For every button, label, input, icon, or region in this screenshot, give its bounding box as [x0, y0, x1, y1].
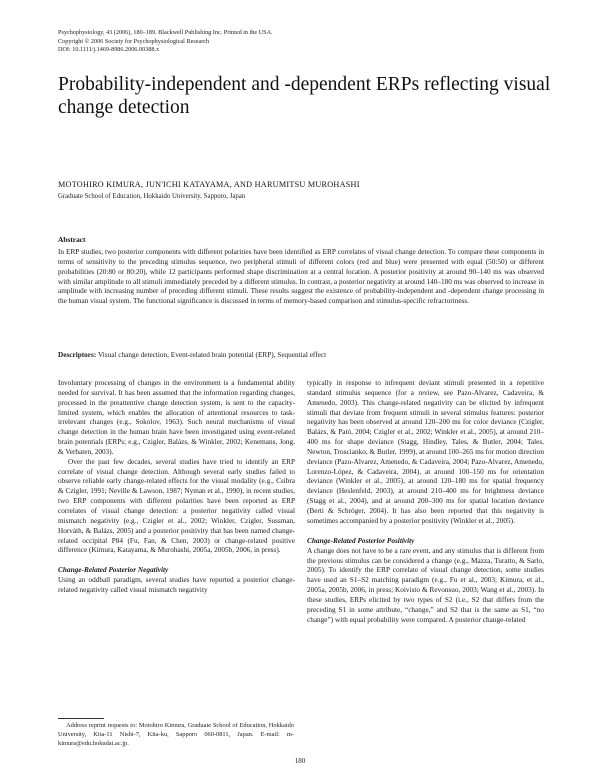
- journal-header: [58, 29, 273, 55]
- section-heading-negativity: Change-Related Posterior Negativity: [58, 565, 169, 575]
- negativity-paragraph-continued: typically in response to infrequent deviant stimuli presented in a repetitive standard stimulus sequence (for a review, see Pazo-Alvarez, Cadaveira, & Amenedo, 2003). This change-related negativity can be elicited by infrequent stimuli that deviate from frequent stimuli in several stimulus features: posterior negativity has been observed at around 120–200 ms for color deviance (Czigler, Balázs, & Pató, 2004; Czigler et al., 2002; Winkler et al., 2005), at around 210–400 ms for shape deviance (Stagg, Hindley, Tales, & Butler, 2004; Tales, Newton, Troscianko, & Butler, 1999), at around 100–265 ms for motion direction deviance (Pazo-Alvarez, Amenedo, & Cadaveira, 2004; Pazo-Alvarez, Amenedo, Lorenzo-López, & Cadaveira, 2004), at around 100–150 ms for orientation deviance (Winkler et al., 2005), at around 120–180 ms for spatial frequency deviance (Heslenfeld, 2003), at around 210–400 ms for brightness deviance (Stagg et al., 2004), and at around 200–300 ms for spatial location deviance (Berti & Schröger, 2004). It has also been reported that this negativity is sometimes accompanied by a posterior positivity (Winkler et al., 2005).: [307, 379, 544, 525]
- intro-paragraph-1: Involuntary processing of changes in the environment is a fundamental ability needed for survival. It has been assumed that the information regarding changes, processed in the preattentive change detection system, is sent to the capacity-limited system, which enables the allocation of attentional resources to task-irrelevant changes (e.g., Sokolov, 1963). Such neural mechanisms of visual change detection in the human brain have been investigated using event-related brain potentials (ERPs; e.g., Czigler, Balázs, & Winkler, 2002; Kenemans, Jong, & Verbaten, 2003).: [58, 379, 295, 456]
- author-list: MOTOHIRO KIMURA, JUN'ICHI KATAYAMA, AND HARUMITSU MUROHASHI: [58, 180, 360, 189]
- section-heading-positivity: Change-Related Posterior Positivity: [307, 535, 415, 545]
- abstract-text: In ERP studies, two posterior components with different polarities have been identified as ERP correlates of visual change detection. To compare these components in terms of sensitivity to the preceding stimulus sequence, two peripheral stimuli of different colors (red and blue) were presented with equal (50:50) or different probabilities (20:80 or 80:20), while 12 participants performed shape discrimination at a central location. A posterior positivity at around 90–140 ms was observed with similar amplitude to all stimuli immediately preceded by a different stimulus. In contrast, a posterior negativity at around 140–180 ms was observed to increase in amplitude with increasing number of preceding different stimuli. These results suggest the existence of probability-independent and -dependent change processing in the human visual system. The functional significance is discussed in terms of memory-based comparison and stimulus-specific refractoriness.: [58, 248, 544, 306]
- footnote-rule: [58, 718, 104, 719]
- descriptors-label: Descriptors:: [58, 351, 97, 359]
- right-column: [307, 379, 544, 625]
- paper-title: Probability-independent and -dependent ERPs reflecting visual change detection: [58, 74, 551, 118]
- journal-citation: Psychophysiology, 43 (2006), 180–189. Blackwell Publishing Inc. Printed in the USA.: [58, 29, 273, 36]
- positivity-paragraph: A change does not have to be a rare event, and any stimulus that is different from the previous stimulus can be considered a change (e.g., Mazza, Turatto, & Sarlo, 2005). To identify the ERP correlate of visual change detection, some studies have used an S1–S2 matching paradigm (e.g., Fu et al., 2003; Kimura, et al., 2005a, 2005b, 2006, in press; Koivisto & Revonsuo, 2003; Wang et al., 2003). In these studies, ERPs elicited by two types of S2 (i.e., S2 that differs from the preceding S1 in some attribute, “change,” and S2 that is the same as S1, “no change”) with equal probability were compared. A posterior change-related: [307, 546, 544, 624]
- left-column: [58, 379, 295, 596]
- footnote: Address reprint requests to: Motohiro Kimura, Graduate School of Education, Hokkaido University, Kita-11 Nishi-7, Kita-ku, Sapporo 060-0811, Japan. E-mail: m-kimura@edu.hokudai.ac.jp.: [58, 722, 294, 747]
- descriptors-text: Visual change detection, Event-related brain potential (ERP), Sequential effect: [97, 351, 327, 359]
- copyright-line: Copyright © 2006 Society for Psychophysiological Research: [58, 37, 210, 45]
- descriptors: [58, 351, 544, 359]
- page-number: 180: [294, 757, 306, 765]
- negativity-paragraph: Using an oddball paradigm, several studies have reported a posterior change-related negativity called visual mismatch negativity: [58, 576, 295, 595]
- abstract-heading: Abstract: [58, 235, 86, 244]
- intro-paragraph-2: Over the past few decades, several studies have tried to identify an ERP correlate of visual change detection. Although several early studies failed to observe reliable early change-related effects for the visual modality (e.g., Csibra & Czigler, 1991; Neville & Lawson, 1987; Nyman et al., 1990), in recent studies, two ERP components with different polarities have been reported as ERP correlates of visual change detection: a posterior negativity called visual mismatch negativity (e.g., Czigler et al., 2002; Winkler, Czigler, Sussman, Horváth, & Balázs, 2005) and a posterior positivity that has been named change-related occipital P84 (Fu, Fan, & Chen, 2003) or change-related positive difference (Kimura, Katayama, & Murohashi, 2005a, 2005b, 2006, in press).: [58, 457, 295, 555]
- affiliation: Graduate School of Education, Hokkaido University, Sapporo, Japan: [58, 193, 246, 200]
- doi-line: DOI: 10.1111/j.1469-8986.2006.00388.x: [58, 46, 160, 54]
